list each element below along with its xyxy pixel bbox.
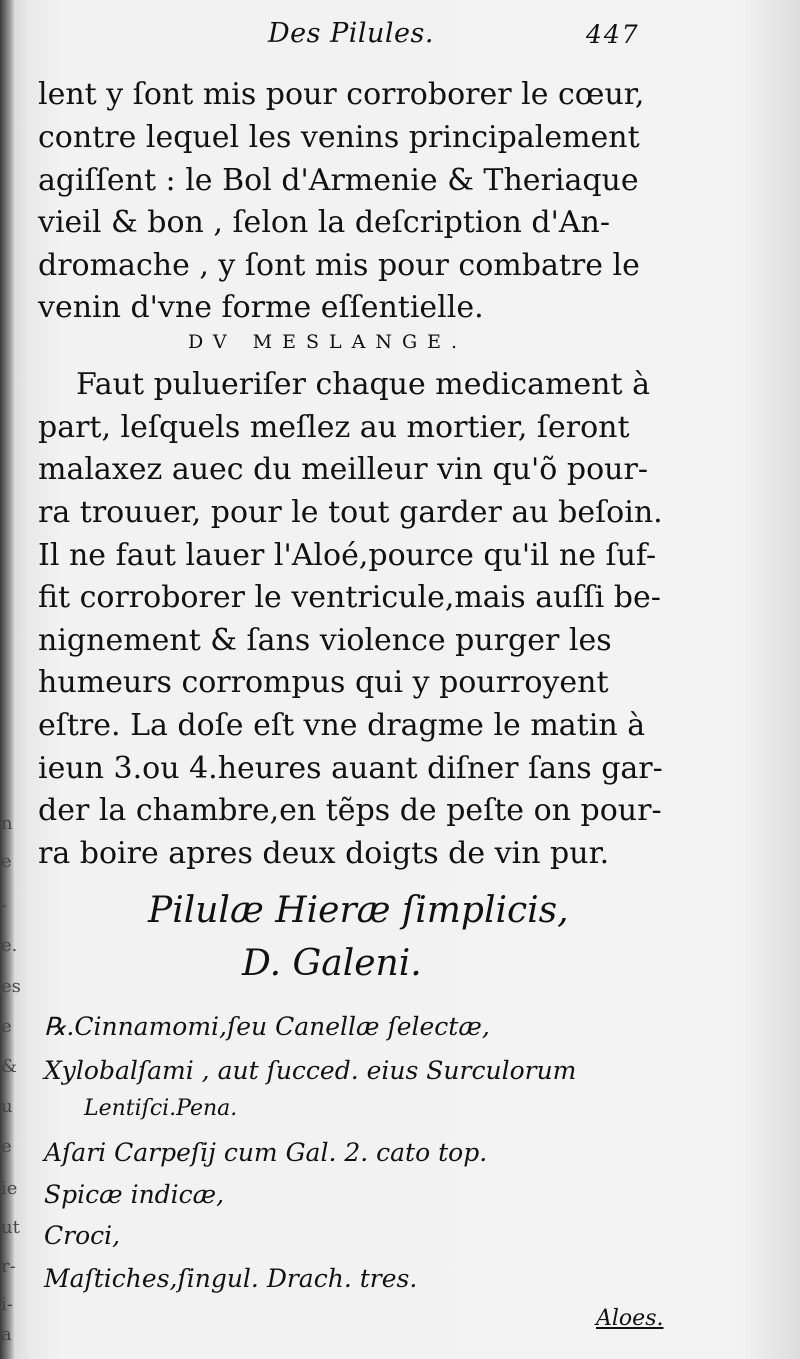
text-line: lent y ſont mis pour corroborer le cœur, — [38, 77, 645, 112]
text-line: der la chambre,en tẽps de peſte on pour- — [38, 793, 662, 828]
text-line: Il ne faut lauer l'Aloé,pource qu'il ne ſuf- — [38, 538, 657, 573]
text-line: vieil & bon , ſelon la deſcription d'An- — [38, 205, 610, 240]
text-line: ieun 3.ou 4.heures auant diſner ſans gar- — [38, 751, 663, 786]
page-header — [0, 14, 800, 54]
text-line: ra boire apres deux doigts de vin pur. — [38, 836, 610, 871]
bleed-char: i- — [1, 1294, 13, 1315]
text-line: eſtre. La doſe eſt vne dragme le matin à — [38, 708, 646, 743]
text-line: ra trouuer, pour le tout garder au beſoin. — [38, 495, 663, 530]
page-number: 447 — [586, 20, 640, 49]
bleed-char: r- — [1, 1256, 16, 1277]
text-line: venin d'vne forme eſſentielle. — [38, 290, 484, 325]
bleed-char: e. — [1, 935, 18, 956]
text-line: fit corroborer le ventricule,mais auſſi be- — [38, 580, 661, 615]
bleed-char: e — [1, 851, 12, 872]
section-heading: DV MESLANGE. — [188, 331, 468, 353]
text-line: Faut pulueriſer chaque medicament à — [76, 367, 650, 402]
text-line: dromache , y ſont mis pour combatre le — [38, 248, 640, 283]
bleed-char: e — [1, 1016, 12, 1037]
ingredient-line: Xylobalſami , aut ſucced. eius Surculorum — [44, 1056, 577, 1085]
catchword: Aloes. — [596, 1306, 664, 1331]
ingredient-line: Aſari Carpeſij cum Gal. 2. cato top. — [44, 1138, 488, 1167]
ingredient-line: ℞.Cinnamomi,ſeu Canellæ ſelectæ, — [44, 1012, 490, 1041]
bleed-char: n — [1, 813, 13, 834]
bleed-char: & — [1, 1056, 18, 1077]
bleed-char: - — [1, 895, 8, 916]
text-line: part, leſquels meſlez au mortier, ſeront — [38, 410, 630, 445]
ingredient-line: Lentiſci.Pena. — [84, 1096, 238, 1121]
text-line: humeurs corrompus qui y pourroyent — [38, 665, 609, 700]
text-line: malaxez auec du meilleur vin qu'õ pour- — [38, 452, 648, 487]
text-line: nignement & ſans violence purger les — [38, 623, 612, 658]
recipe-title: Pilulæ Hieræ ſimplicis, — [148, 890, 569, 931]
bleed-char: a — [1, 1324, 12, 1345]
bleed-char: u — [1, 1096, 13, 1117]
bleed-char: ut — [1, 1217, 20, 1238]
recipe-subtitle: D. Galeni. — [242, 943, 422, 984]
ingredient-line: Maſtiches,ſingul. Drach. tres. — [44, 1264, 418, 1293]
running-head: Des Pilules. — [268, 18, 434, 49]
bleed-char: ie — [1, 1178, 18, 1199]
text-line: agiſſent : le Bol d'Armenie & Theriaque — [38, 163, 639, 198]
bleed-char: e — [1, 1136, 12, 1157]
ingredient-line: Spicæ indicæ, — [44, 1180, 225, 1209]
ingredient-line: Croci, — [44, 1221, 121, 1250]
text-line: contre lequel les venins principalement — [38, 120, 640, 155]
bleed-char: es — [1, 976, 21, 997]
